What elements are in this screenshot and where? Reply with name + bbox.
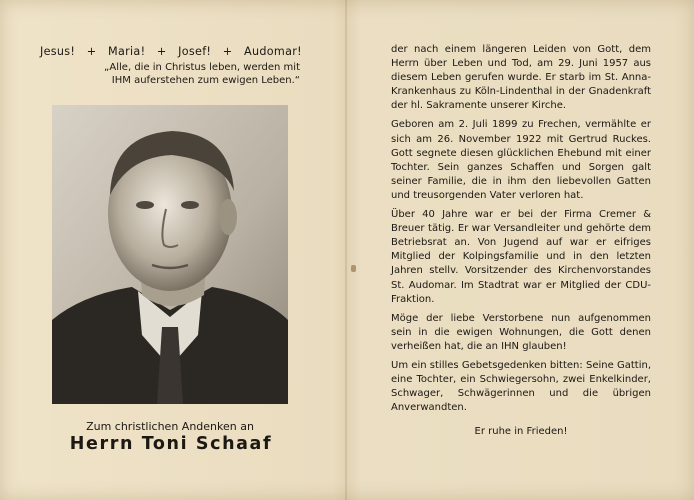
center-fold [345, 0, 347, 500]
portrait-image [52, 105, 288, 404]
invocation-jesus: Jesus! [40, 45, 76, 58]
paragraph-death: der nach einem längeren Leiden von Gott, dem Herrn über Leben und Tod, am 29. Juni 1957 aus diesem Leben gerufen wurde. Er starb im St. Anna-Krankenhaus zu Köln-Lindenthal in der Gnadenkraft der hl. Sakramente unserer Kirche. [391, 44, 651, 112]
invocation-josef: Josef! [178, 45, 212, 58]
invocation-cross-3: + [222, 45, 233, 58]
photo-caption: Zum christlichen Andenken an [86, 420, 254, 433]
paragraph-life: Geboren am 2. Juli 1899 zu Frechen, vermählte er sich am 26. November 1922 mit Gertrud Ruckes. Gott segnete diesen glücklichen Ehebund mit einer Tochter. Sein ganzes Schaffen und Sorgen galt seiner Familie, die in ihm den liebevollen Gatten und treusorgenden Vater verloren hat. [391, 119, 651, 201]
paper-speck [351, 265, 356, 272]
quote-line-1: „Alle, die in Christus leben, werden mit [104, 62, 300, 73]
scripture-quote [60, 61, 300, 87]
invocation-audomar: Audomar! [244, 45, 302, 58]
paragraph-mourners: Um ein stilles Gebetsgedenken bitten: Seine Gattin, eine Tochter, ein Schwiegersohn, zwei Enkelkinder, Schwager, Schwägerinnen und die übrigen Anverwandten. [391, 359, 651, 414]
quote-line-2: IHM auferstehen zum ewigen Leben.“ [111, 75, 300, 86]
obituary-text [391, 43, 651, 444]
paragraph-career: Über 40 Jahre war er bei der Firma Cremer & Breuer tätig. Er war Versandleiter und gehörte dem Betriebsrat an. Von Jugend auf war er eifriges Mitglied der Kolpingsfamilie und in den letzten Jahren stellv. Vorsitzender des Kirchenvorstandes St. Audomar. Im Stadtrat war er Mitglied der CDU-Fraktion. [391, 209, 651, 305]
closing-line: Er ruhe in Frieden! [474, 426, 568, 438]
invocation-maria: Maria! [108, 45, 146, 58]
paragraph-prayer: Möge der liebe Verstorbene nun aufgenommen sein in die ewigen Wohnungen, die Gott denen verheißen hat, die an IHN glauben! [391, 312, 651, 352]
portrait-photo [52, 105, 288, 404]
invocation-cross-2: + [156, 45, 167, 58]
invocation-line [40, 44, 302, 59]
invocation-cross-1: + [86, 45, 97, 58]
deceased-name: Herrn Toni Schaaf [69, 434, 273, 454]
